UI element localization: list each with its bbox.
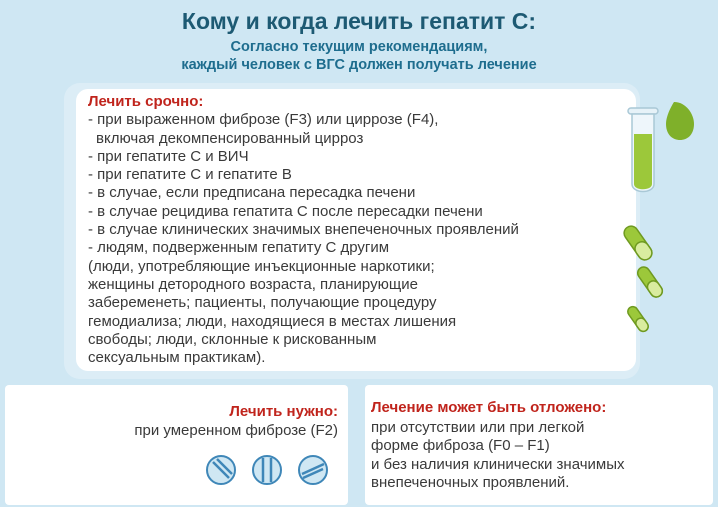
urgent-line: женщины детородного возраста, планирующие <box>88 275 418 293</box>
needed-heading: Лечить нужно: <box>229 403 338 420</box>
deferred-line: форме фиброза (F0 – F1) <box>371 437 550 455</box>
urgent-line: - в случае, если предписана пересадка печени <box>88 184 416 202</box>
urgent-line: - в случае клинических значимых внепеченочных проявлений <box>88 221 519 239</box>
deferred-panel <box>365 385 713 505</box>
subtitle-line-1: Согласно текущим рекомендациям, <box>230 39 488 55</box>
urgent-line: - при гепатите С и ВИЧ <box>88 147 249 165</box>
deferred-line: при отсутствии или при легкой <box>371 419 585 436</box>
urgent-content <box>88 93 628 367</box>
deferred-line: внепеченочных проявлений. <box>371 473 570 491</box>
urgent-line: - в случае рецидива гепатита С после пересадки печени <box>88 202 483 220</box>
capsule-icon <box>630 260 670 304</box>
page-title: Кому и когда лечить гепатит С: <box>181 8 537 34</box>
page-subtitle <box>0 38 718 74</box>
urgent-line: свободы; люди, склонные к рискованным <box>88 330 377 348</box>
urgent-line: включая декомпенсированный цирроз <box>96 129 364 147</box>
capsule-icon <box>620 302 656 336</box>
urgent-line: (люди, употребляющие инъекционные наркотики; <box>88 257 435 275</box>
urgent-line: сексуальным практикам). <box>88 349 266 367</box>
needed-text: при умеренном фиброзе (F2) <box>134 422 338 439</box>
urgent-line: гемодиализа; люди, находящиеся в местах лишения <box>88 312 457 330</box>
pill-icon <box>203 453 333 487</box>
urgent-line: - при гепатите С и гепатите В <box>88 166 292 184</box>
urgent-line: забеременеть; пациенты, получающие процедуру <box>88 294 437 312</box>
subtitle-line-2: каждый человек с ВГС должен получать лечение <box>181 57 537 73</box>
deferred-heading: Лечение может быть отложено: <box>371 399 607 416</box>
urgent-heading: Лечить срочно: <box>88 93 204 110</box>
urgent-line: - людям, подверженным гепатиту С другим <box>88 239 390 257</box>
needed-panel <box>5 385 348 505</box>
test-tube-icon <box>612 96 712 206</box>
deferred-text <box>371 419 701 492</box>
deferred-line: и без наличия клинически значимых <box>371 455 625 473</box>
urgent-line: - при выраженном фиброзе (F3) или циррозе (F4), <box>88 111 439 129</box>
